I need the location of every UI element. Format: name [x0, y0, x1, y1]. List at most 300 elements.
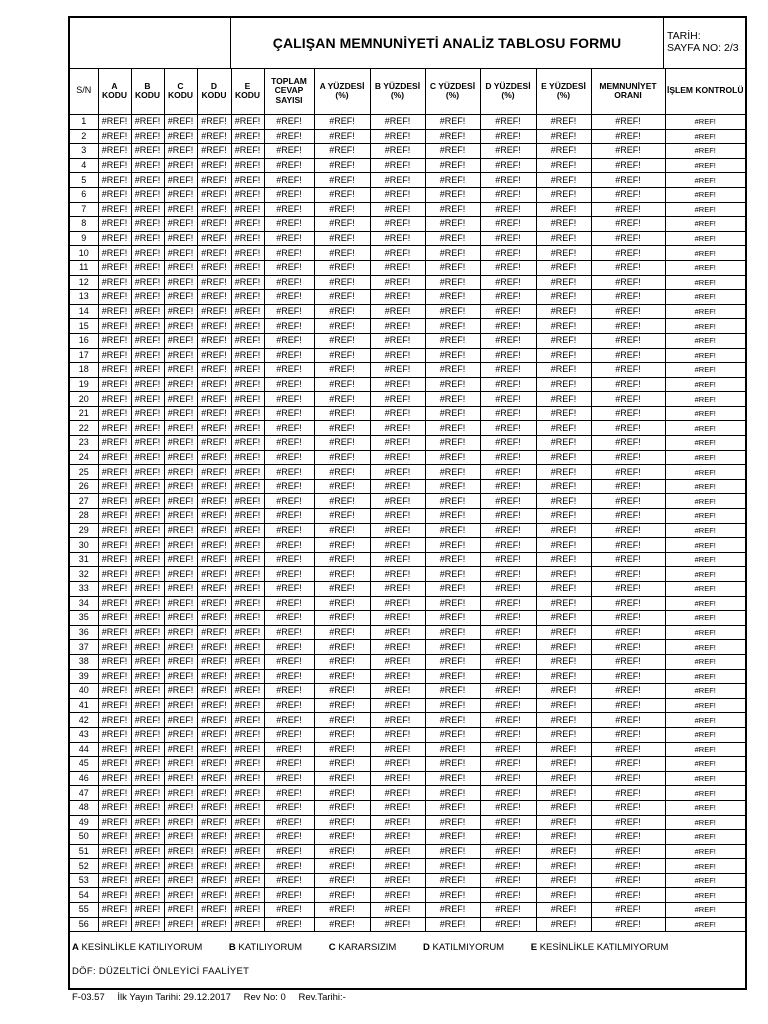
document-footer — [72, 992, 356, 1003]
table-cell: #REF! — [98, 815, 131, 830]
table-cell: #REF! — [264, 844, 314, 859]
row-number: 12 — [70, 275, 98, 290]
table-cell: #REF! — [164, 260, 197, 275]
table-cell: #REF! — [98, 538, 131, 553]
table-cell: #REF! — [370, 129, 425, 144]
row-number: 56 — [70, 917, 98, 932]
table-cell: #REF! — [197, 129, 231, 144]
table-cell: #REF! — [480, 552, 536, 567]
table-row — [70, 465, 745, 480]
form-title: ÇALIŞAN MEMNUNİYETİ ANALİZ TABLOSU FORMU — [272, 35, 622, 51]
table-cell: #REF! — [98, 873, 131, 888]
row-number: 33 — [70, 582, 98, 597]
table-cell: #REF! — [264, 144, 314, 159]
table-row — [70, 596, 745, 611]
table-cell: #REF! — [536, 567, 591, 582]
row-number: 55 — [70, 903, 98, 918]
table-cell: #REF! — [370, 917, 425, 932]
table-cell: #REF! — [480, 625, 536, 640]
table-cell: #REF! — [231, 436, 264, 451]
table-row — [70, 260, 745, 275]
table-cell: #REF! — [591, 567, 665, 582]
table-cell: #REF! — [314, 187, 370, 202]
table-cell: #REF! — [591, 217, 665, 232]
table-cell: #REF! — [164, 392, 197, 407]
table-cell: #REF! — [197, 567, 231, 582]
row-number: 54 — [70, 888, 98, 903]
table-cell: #REF! — [480, 859, 536, 874]
table-cell: #REF! — [591, 377, 665, 392]
table-cell: #REF! — [665, 844, 745, 859]
table-cell: #REF! — [264, 654, 314, 669]
table-row — [70, 640, 745, 655]
row-number: 42 — [70, 713, 98, 728]
table-cell: #REF! — [370, 538, 425, 553]
table-cell: #REF! — [264, 217, 314, 232]
row-number: 17 — [70, 348, 98, 363]
table-cell: #REF! — [131, 231, 164, 246]
table-cell: #REF! — [98, 392, 131, 407]
table-cell: #REF! — [314, 260, 370, 275]
table-cell: #REF! — [264, 231, 314, 246]
table-cell: #REF! — [665, 771, 745, 786]
table-cell: #REF! — [314, 275, 370, 290]
table-row — [70, 144, 745, 159]
row-number: 26 — [70, 479, 98, 494]
table-cell: #REF! — [197, 903, 231, 918]
table-row — [70, 771, 745, 786]
table-cell: #REF! — [231, 129, 264, 144]
table-cell: #REF! — [264, 363, 314, 378]
table-cell: #REF! — [164, 713, 197, 728]
table-cell: #REF! — [425, 333, 480, 348]
table-cell: #REF! — [164, 304, 197, 319]
table-cell: #REF! — [425, 494, 480, 509]
table-cell: #REF! — [480, 348, 536, 363]
table-cell: #REF! — [536, 304, 591, 319]
table-cell: #REF! — [536, 523, 591, 538]
table-cell: #REF! — [98, 523, 131, 538]
table-cell: #REF! — [314, 115, 370, 130]
table-cell: #REF! — [370, 582, 425, 597]
table-cell: #REF! — [231, 538, 264, 553]
table-cell: #REF! — [98, 888, 131, 903]
table-cell: #REF! — [197, 392, 231, 407]
table-cell: #REF! — [231, 727, 264, 742]
row-number: 4 — [70, 158, 98, 173]
table-cell: #REF! — [591, 494, 665, 509]
table-cell: #REF! — [370, 290, 425, 305]
table-cell: #REF! — [536, 231, 591, 246]
table-cell: #REF! — [131, 611, 164, 626]
table-cell: #REF! — [197, 786, 231, 801]
table-cell: #REF! — [314, 509, 370, 524]
table-cell: #REF! — [425, 348, 480, 363]
table-cell: #REF! — [131, 727, 164, 742]
table-cell: #REF! — [370, 859, 425, 874]
table-cell: #REF! — [370, 187, 425, 202]
table-cell: #REF! — [665, 231, 745, 246]
table-cell: #REF! — [131, 202, 164, 217]
row-number: 5 — [70, 173, 98, 188]
table-cell: #REF! — [314, 582, 370, 597]
table-cell: #REF! — [425, 275, 480, 290]
table-cell: #REF! — [131, 348, 164, 363]
table-cell: #REF! — [231, 450, 264, 465]
table-cell: #REF! — [665, 319, 745, 334]
table-cell: #REF! — [591, 129, 665, 144]
table-cell: #REF! — [98, 830, 131, 845]
table-cell: #REF! — [314, 494, 370, 509]
table-cell: #REF! — [98, 611, 131, 626]
table-cell: #REF! — [425, 567, 480, 582]
table-cell: #REF! — [370, 830, 425, 845]
table-cell: #REF! — [480, 509, 536, 524]
table-cell: #REF! — [131, 873, 164, 888]
table-cell: #REF! — [98, 202, 131, 217]
row-number: 19 — [70, 377, 98, 392]
table-cell: #REF! — [98, 363, 131, 378]
table-cell: #REF! — [164, 187, 197, 202]
table-cell: #REF! — [425, 144, 480, 159]
table-cell: #REF! — [370, 377, 425, 392]
table-cell: #REF! — [131, 465, 164, 480]
table-cell: #REF! — [231, 158, 264, 173]
table-cell: #REF! — [131, 888, 164, 903]
table-row — [70, 859, 745, 874]
revision-date: Rev.Tarihi:- — [298, 992, 346, 1003]
table-cell: #REF! — [264, 698, 314, 713]
table-cell: #REF! — [264, 392, 314, 407]
table-cell: #REF! — [164, 246, 197, 261]
table-cell: #REF! — [425, 479, 480, 494]
table-cell: #REF! — [231, 625, 264, 640]
table-cell: #REF! — [231, 494, 264, 509]
table-cell: #REF! — [197, 158, 231, 173]
table-cell: #REF! — [197, 582, 231, 597]
table-cell: #REF! — [264, 552, 314, 567]
table-cell: #REF! — [197, 698, 231, 713]
row-number: 3 — [70, 144, 98, 159]
table-cell: #REF! — [536, 406, 591, 421]
table-cell: #REF! — [164, 830, 197, 845]
table-cell: #REF! — [131, 800, 164, 815]
table-cell: #REF! — [164, 800, 197, 815]
table-cell: #REF! — [164, 406, 197, 421]
table-cell: #REF! — [370, 742, 425, 757]
table-cell: #REF! — [425, 654, 480, 669]
table-cell: #REF! — [98, 494, 131, 509]
table-cell: #REF! — [98, 903, 131, 918]
table-cell: #REF! — [480, 523, 536, 538]
table-cell: #REF! — [197, 465, 231, 480]
table-cell: #REF! — [164, 567, 197, 582]
table-cell: #REF! — [591, 917, 665, 932]
table-row — [70, 333, 745, 348]
table-cell: #REF! — [98, 786, 131, 801]
table-cell: #REF! — [197, 115, 231, 130]
table-cell: #REF! — [98, 348, 131, 363]
table-cell: #REF! — [591, 406, 665, 421]
table-cell: #REF! — [591, 523, 665, 538]
table-row — [70, 611, 745, 626]
table-cell: #REF! — [264, 903, 314, 918]
table-cell: #REF! — [665, 421, 745, 436]
table-cell: #REF! — [264, 202, 314, 217]
table-cell: #REF! — [370, 348, 425, 363]
table-cell: #REF! — [98, 654, 131, 669]
table-cell: #REF! — [98, 567, 131, 582]
table-cell: #REF! — [264, 494, 314, 509]
table-cell: #REF! — [665, 538, 745, 553]
row-number: 34 — [70, 596, 98, 611]
table-row — [70, 800, 745, 815]
row-number: 46 — [70, 771, 98, 786]
table-cell: #REF! — [425, 304, 480, 319]
table-row — [70, 158, 745, 173]
table-cell: #REF! — [370, 771, 425, 786]
table-cell: #REF! — [197, 815, 231, 830]
table-cell: #REF! — [425, 596, 480, 611]
table-cell: #REF! — [591, 202, 665, 217]
table-cell: #REF! — [536, 713, 591, 728]
table-cell: #REF! — [131, 625, 164, 640]
table-cell: #REF! — [665, 552, 745, 567]
table-cell: #REF! — [164, 202, 197, 217]
table-row — [70, 727, 745, 742]
table-cell: #REF! — [164, 873, 197, 888]
table-cell: #REF! — [536, 450, 591, 465]
table-cell: #REF! — [314, 450, 370, 465]
col-header: B YÜZDESİ (%) — [370, 68, 425, 115]
table-row — [70, 742, 745, 757]
table-cell: #REF! — [591, 742, 665, 757]
table-cell: #REF! — [480, 129, 536, 144]
table-cell: #REF! — [231, 246, 264, 261]
table-cell: #REF! — [231, 611, 264, 626]
table-cell: #REF! — [370, 260, 425, 275]
table-cell: #REF! — [131, 596, 164, 611]
table-cell: #REF! — [164, 479, 197, 494]
table-cell: #REF! — [314, 830, 370, 845]
table-cell: #REF! — [197, 611, 231, 626]
table-cell: #REF! — [264, 158, 314, 173]
table-cell: #REF! — [314, 800, 370, 815]
table-cell: #REF! — [98, 640, 131, 655]
table-cell: #REF! — [197, 757, 231, 772]
table-cell: #REF! — [591, 888, 665, 903]
table-cell: #REF! — [591, 873, 665, 888]
table-cell: #REF! — [231, 654, 264, 669]
col-header: MEMNUNİYET ORANI — [591, 68, 665, 115]
table-cell: #REF! — [314, 158, 370, 173]
table-cell: #REF! — [131, 742, 164, 757]
table-cell: #REF! — [264, 173, 314, 188]
table-cell: #REF! — [480, 187, 536, 202]
table-cell: #REF! — [314, 217, 370, 232]
table-cell: #REF! — [591, 698, 665, 713]
table-cell: #REF! — [314, 421, 370, 436]
col-header: C YÜZDESİ (%) — [425, 68, 480, 115]
logo-area — [70, 18, 231, 68]
table-cell: #REF! — [98, 552, 131, 567]
table-cell: #REF! — [536, 465, 591, 480]
row-number: 41 — [70, 698, 98, 713]
table-row — [70, 917, 745, 932]
table-cell: #REF! — [314, 231, 370, 246]
table-cell: #REF! — [264, 757, 314, 772]
table-row — [70, 275, 745, 290]
table-cell: #REF! — [131, 115, 164, 130]
table-cell: #REF! — [164, 333, 197, 348]
table-cell: #REF! — [231, 830, 264, 845]
table-cell: #REF! — [314, 873, 370, 888]
table-cell: #REF! — [665, 377, 745, 392]
table-cell: #REF! — [164, 888, 197, 903]
table-cell: #REF! — [314, 611, 370, 626]
table-cell: #REF! — [370, 654, 425, 669]
row-number: 7 — [70, 202, 98, 217]
table-cell: #REF! — [164, 217, 197, 232]
table-cell: #REF! — [231, 333, 264, 348]
table-cell: #REF! — [591, 611, 665, 626]
table-cell: #REF! — [197, 319, 231, 334]
table-cell: #REF! — [231, 582, 264, 597]
table-cell: #REF! — [370, 611, 425, 626]
table-cell: #REF! — [536, 217, 591, 232]
table-cell: #REF! — [370, 815, 425, 830]
table-cell: #REF! — [536, 582, 591, 597]
table-cell: #REF! — [536, 830, 591, 845]
table-cell: #REF! — [665, 800, 745, 815]
table-cell: #REF! — [197, 479, 231, 494]
table-cell: #REF! — [98, 436, 131, 451]
col-header: B KODU — [131, 68, 164, 115]
table-cell: #REF! — [591, 465, 665, 480]
table-cell: #REF! — [591, 713, 665, 728]
table-cell: #REF! — [264, 406, 314, 421]
table-cell: #REF! — [264, 129, 314, 144]
table-cell: #REF! — [536, 115, 591, 130]
table-cell: #REF! — [164, 596, 197, 611]
table-cell: #REF! — [131, 421, 164, 436]
table-cell: #REF! — [425, 290, 480, 305]
table-cell: #REF! — [231, 509, 264, 524]
table-cell: #REF! — [131, 304, 164, 319]
row-number: 38 — [70, 654, 98, 669]
table-cell: #REF! — [231, 771, 264, 786]
table-row — [70, 698, 745, 713]
table-cell: #REF! — [264, 465, 314, 480]
table-cell: #REF! — [197, 552, 231, 567]
table-row — [70, 552, 745, 567]
table-cell: #REF! — [591, 158, 665, 173]
table-cell: #REF! — [98, 596, 131, 611]
table-cell: #REF! — [425, 129, 480, 144]
table-cell: #REF! — [314, 363, 370, 378]
row-number: 14 — [70, 304, 98, 319]
table-cell: #REF! — [480, 202, 536, 217]
table-cell: #REF! — [370, 552, 425, 567]
table-cell: #REF! — [314, 465, 370, 480]
table-cell: #REF! — [425, 830, 480, 845]
table-cell: #REF! — [536, 436, 591, 451]
table-cell: #REF! — [591, 333, 665, 348]
table-cell: #REF! — [425, 727, 480, 742]
table-cell: #REF! — [264, 377, 314, 392]
table-cell: #REF! — [536, 596, 591, 611]
table-cell: #REF! — [370, 275, 425, 290]
table-cell: #REF! — [164, 917, 197, 932]
table-cell: #REF! — [197, 144, 231, 159]
table-cell: #REF! — [591, 246, 665, 261]
table-cell: #REF! — [98, 217, 131, 232]
table-cell: #REF! — [425, 115, 480, 130]
row-number: 27 — [70, 494, 98, 509]
table-cell: #REF! — [370, 903, 425, 918]
table-cell: #REF! — [536, 246, 591, 261]
table-cell: #REF! — [98, 479, 131, 494]
table-cell: #REF! — [536, 494, 591, 509]
table-row — [70, 377, 745, 392]
table-cell: #REF! — [665, 640, 745, 655]
col-header: TOPLAM CEVAP SAYISI — [264, 68, 314, 115]
table-cell: #REF! — [98, 421, 131, 436]
table-cell: #REF! — [231, 873, 264, 888]
table-cell: #REF! — [164, 319, 197, 334]
table-cell: #REF! — [665, 275, 745, 290]
table-cell: #REF! — [98, 669, 131, 684]
table-cell: #REF! — [164, 640, 197, 655]
table-cell: #REF! — [591, 800, 665, 815]
table-cell: #REF! — [591, 231, 665, 246]
table-cell: #REF! — [665, 304, 745, 319]
table-cell: #REF! — [164, 421, 197, 436]
table-cell: #REF! — [314, 377, 370, 392]
table-cell: #REF! — [591, 640, 665, 655]
table-cell: #REF! — [665, 187, 745, 202]
table-cell: #REF! — [480, 319, 536, 334]
table-cell: #REF! — [370, 494, 425, 509]
table-cell: #REF! — [264, 290, 314, 305]
table-cell: #REF! — [665, 873, 745, 888]
table-cell: #REF! — [98, 333, 131, 348]
table-cell: #REF! — [264, 304, 314, 319]
row-number: 45 — [70, 757, 98, 772]
table-cell: #REF! — [314, 596, 370, 611]
table-cell: #REF! — [425, 684, 480, 699]
table-cell: #REF! — [231, 392, 264, 407]
table-cell: #REF! — [98, 844, 131, 859]
table-cell: #REF! — [480, 377, 536, 392]
table-cell: #REF! — [370, 757, 425, 772]
table-cell: #REF! — [536, 129, 591, 144]
table-cell: #REF! — [665, 567, 745, 582]
table-cell: #REF! — [264, 567, 314, 582]
revision-number: Rev No: 0 — [243, 992, 286, 1003]
table-cell: #REF! — [98, 917, 131, 932]
table-cell: #REF! — [314, 202, 370, 217]
table-cell: #REF! — [164, 377, 197, 392]
row-number: 13 — [70, 290, 98, 305]
table-cell: #REF! — [131, 844, 164, 859]
table-cell: #REF! — [231, 260, 264, 275]
row-number: 50 — [70, 830, 98, 845]
table-cell: #REF! — [425, 260, 480, 275]
table-row — [70, 582, 745, 597]
table-cell: #REF! — [197, 260, 231, 275]
table-cell: #REF! — [264, 450, 314, 465]
